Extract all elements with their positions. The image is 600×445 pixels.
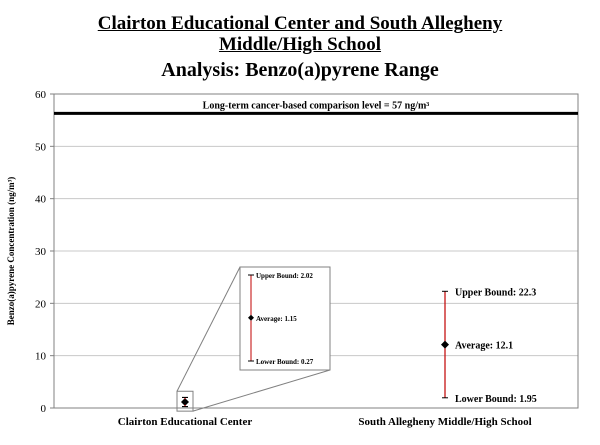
zoom-upper-label: Upper Bound: 2.02	[256, 272, 313, 280]
x-category-label: Clairton Educational Center	[117, 416, 253, 428]
chart-title-line-1: Clairton Educational Center and South Allegheny	[97, 13, 503, 34]
average-label: Average: 12.1	[455, 340, 514, 352]
y-tick-label: 40	[35, 193, 46, 206]
mini-average-marker	[182, 399, 188, 405]
upper-bound-label: Upper Bound: 22.3	[455, 287, 537, 299]
zoom-average-label: Average: 1.15	[256, 314, 297, 323]
zoom-lower-label: Lower Bound: 0.27	[256, 358, 314, 366]
zoom-connector	[177, 267, 240, 391]
y-tick-label: 0	[40, 403, 46, 415]
y-tick-label: 50	[35, 141, 46, 154]
chart-title-line-2: Middle/High School	[218, 34, 382, 55]
chart-subtitle: Analysis: Benzo(a)pyrene Range	[161, 59, 439, 81]
reference-line-group	[54, 100, 578, 113]
zoom-inset	[177, 267, 330, 411]
lower-bound-label: Lower Bound: 1.95	[455, 393, 537, 405]
average-marker	[441, 341, 449, 349]
zoom-connector	[193, 370, 330, 411]
series-group	[181, 287, 537, 406]
y-tick-label: 60	[35, 89, 46, 101]
y-tick-label: 30	[35, 246, 46, 258]
y-axis-ticks	[35, 89, 54, 415]
y-tick-label: 10	[35, 350, 46, 363]
x-axis-categories	[118, 416, 532, 428]
y-axis-label: Benzo(a)pyrene Concentration (ng/m³)	[6, 176, 16, 326]
x-category-label: South Allegheny Middle/High School	[358, 416, 532, 428]
reference-line-label: Long-term cancer-based comparison level = 57 ng/m³	[202, 100, 430, 112]
y-tick-label: 20	[35, 298, 46, 311]
